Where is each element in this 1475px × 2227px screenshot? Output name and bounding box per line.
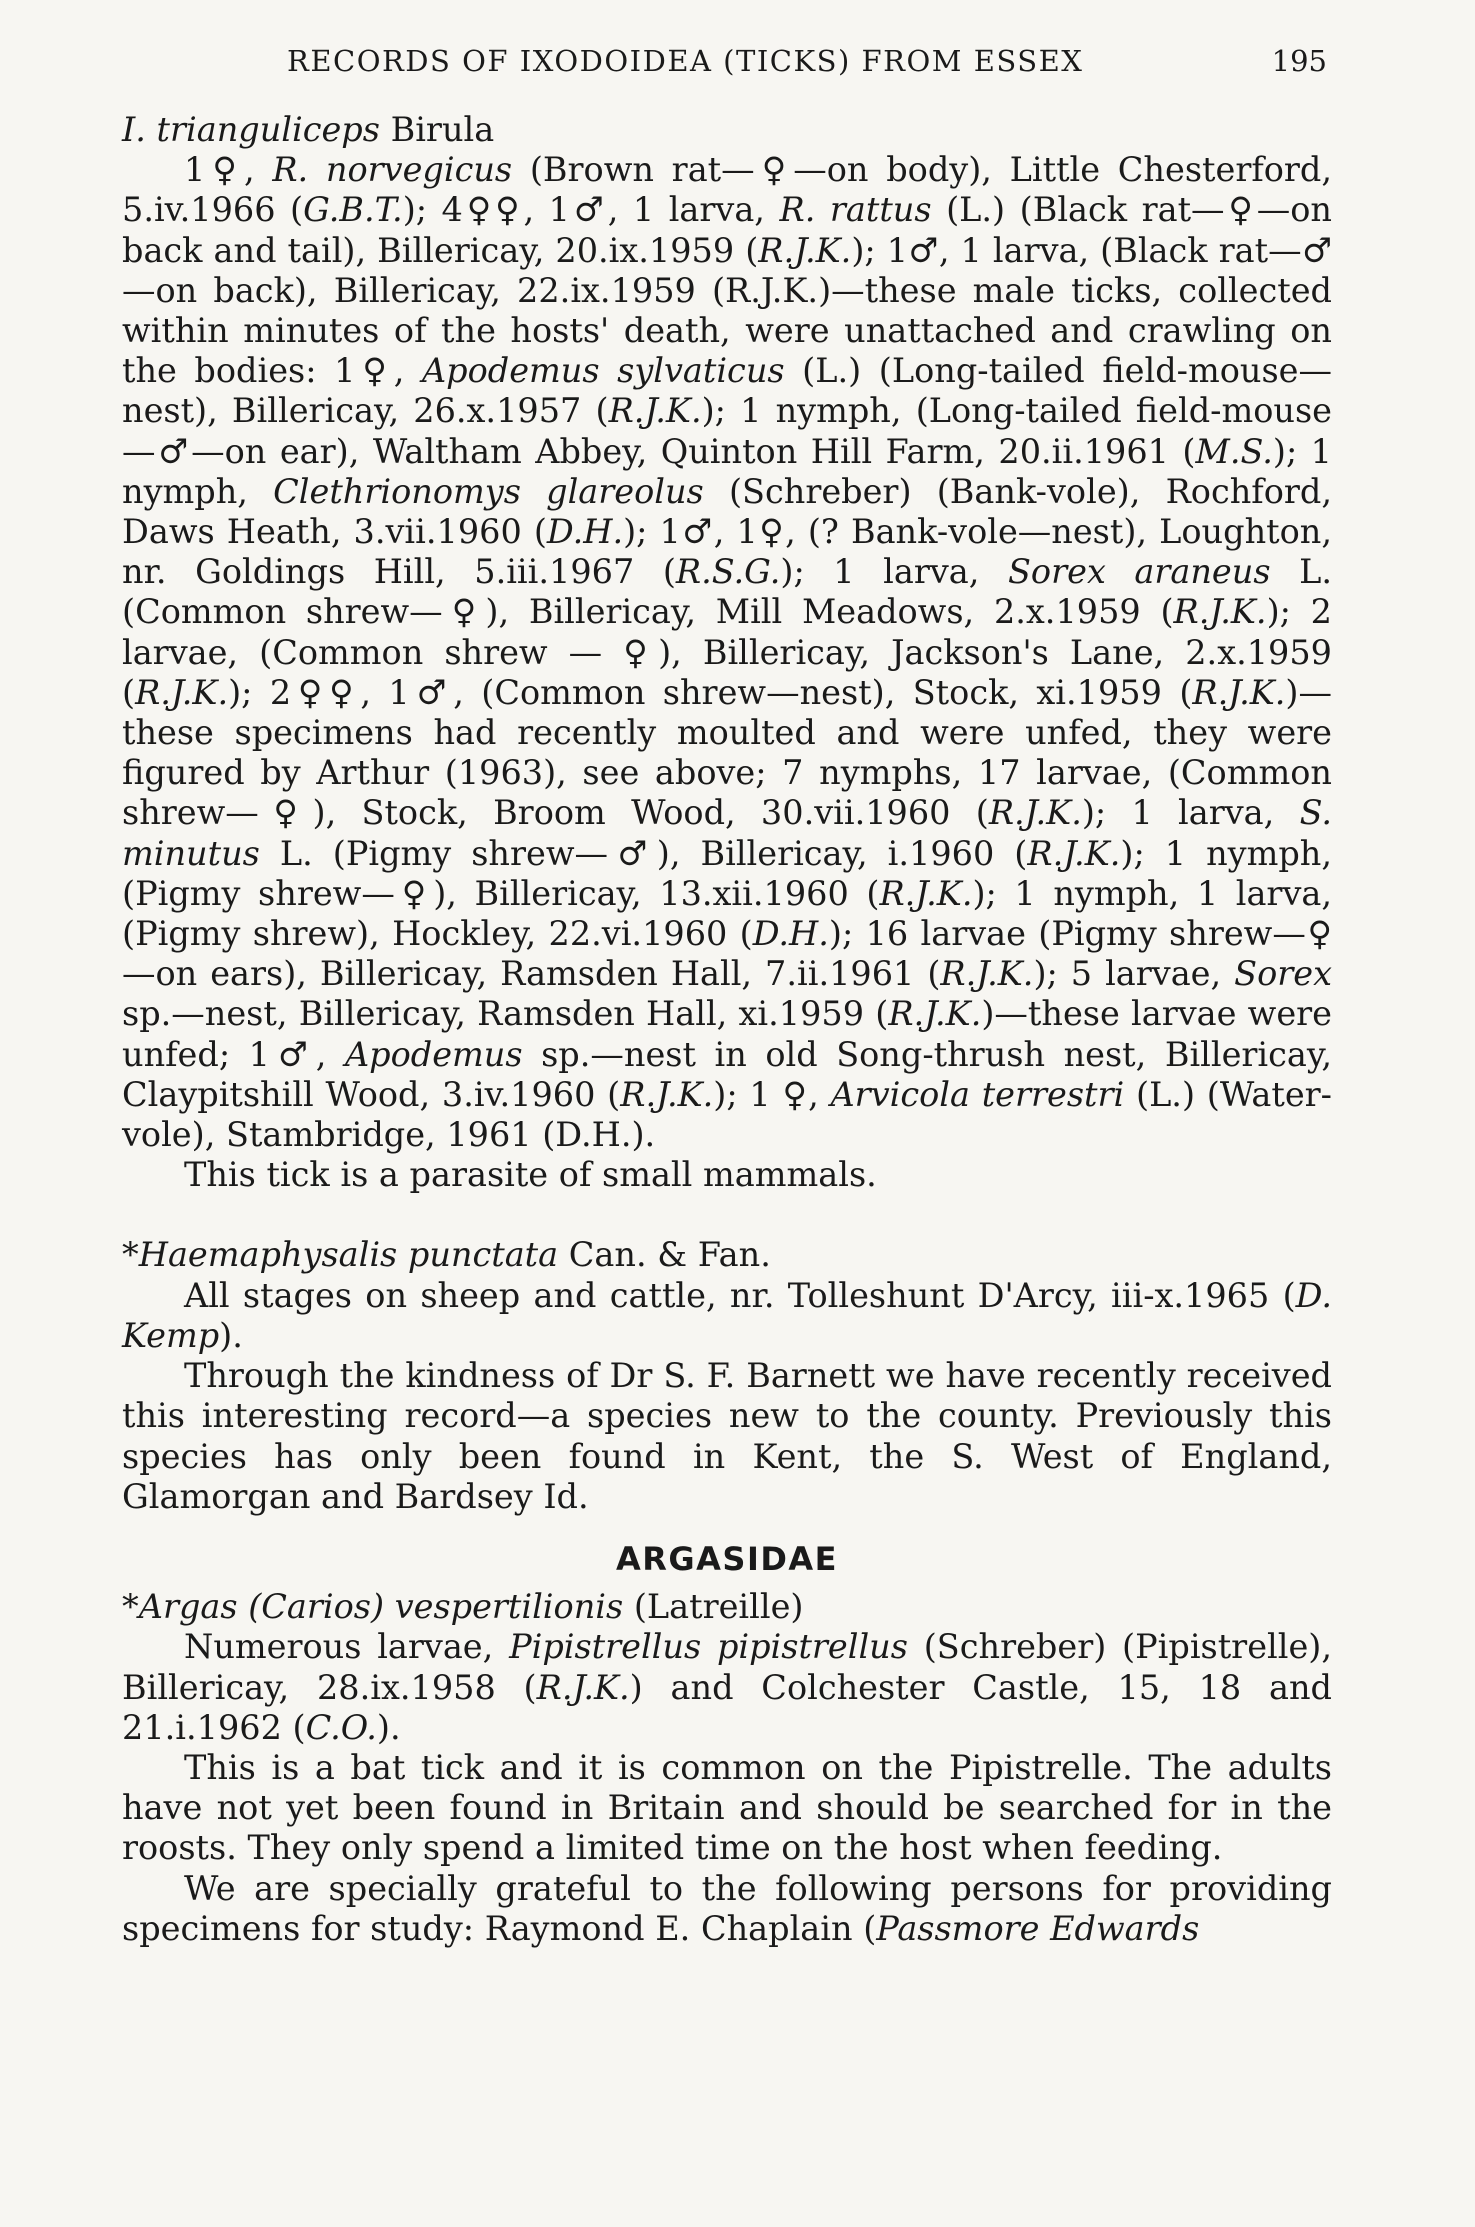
- italic-text: R.J.K.: [1173, 592, 1267, 632]
- italic-text: Sorex: [1234, 954, 1332, 994]
- italic-text: Apodemus sylvaticus: [421, 351, 785, 391]
- italic-text: Passmore Edwards: [876, 1908, 1200, 1948]
- argasidae-heading: [122, 1539, 1332, 1579]
- italic-text: R.J.K.: [135, 672, 229, 712]
- text-run: ); 1 nymph,: [122, 431, 1332, 511]
- italic-text: R.S.G.: [675, 552, 781, 592]
- text-run: ); 1 nymph, 1 larva, (Pigmy shrew), Hockley, 22.vi.1960 (: [122, 873, 1332, 954]
- trianguliceps-note: [122, 1155, 1332, 1195]
- text-run: We are specially grateful to the following persons for providing specimens for study: Raymond E. Chaplain (: [122, 1868, 1332, 1948]
- argas-note: [122, 1748, 1332, 1869]
- text-run: Birula: [379, 110, 495, 149]
- haemaphysalis-title: [122, 1235, 1332, 1275]
- text-run: ); 1♂, 1♀, (? Bank-vole—nest), Loughton, nr. Goldings Hill, 5.iii.1967 (: [122, 512, 1332, 592]
- text-run: sp.—nest in old Song-thrush nest, Billericay, Claypitshill Wood, 3.iv.1960 (: [122, 1034, 1332, 1114]
- italic-text: R.J.K.: [608, 391, 702, 431]
- italic-text: R. norvegicus: [272, 150, 513, 190]
- text-run: ); 4♀♀, 1♂, 1 larva,: [402, 190, 780, 230]
- text-run: L. (Pigmy shrew—♂), Billericay, i.1960 (: [259, 833, 1028, 873]
- running-head: RECORDS OF IXODOIDEA (TICKS) FROM ESSEX: [287, 44, 1084, 78]
- italic-text: D. Kemp: [122, 1275, 1332, 1355]
- text-run: ).: [219, 1315, 243, 1355]
- italic-text: G.B.T.: [303, 190, 403, 230]
- text-run: ); 16 larvae (Pigmy shrew—♀—on ears), Billericay, Ramsden Hall, 7.ii.1961 (: [122, 914, 1332, 994]
- italic-text: D.H.: [546, 512, 624, 552]
- italic-text: Haemaphysalis punctata: [138, 1235, 559, 1275]
- italic-text: R.J.K.: [888, 994, 982, 1034]
- trianguliceps-title: [122, 110, 1332, 150]
- text-run: This tick is a parasite of small mammals.: [184, 1155, 877, 1195]
- text-run: (L.) (Black rat—♀—on back and tail), Billericay, 20.ix.1959 (: [122, 190, 1333, 270]
- haemaphysalis-note: [122, 1356, 1332, 1517]
- text-run: ARGASIDAE: [615, 1539, 839, 1578]
- italic-text: R. rattus: [779, 190, 932, 230]
- italic-text: R.J.K.: [940, 954, 1034, 994]
- italic-text: R.J.K.: [988, 793, 1082, 833]
- trianguliceps-records: [122, 150, 1332, 1155]
- italic-text: Clethrionomys glareolus: [273, 471, 704, 511]
- page-number: 195: [1271, 44, 1327, 78]
- text-run: L. (Common shrew—♀), Billericay, Mill Meadows, 2.x.1959 (: [122, 552, 1332, 632]
- text-run: (Latreille): [623, 1587, 804, 1627]
- text-run: (Brown rat—♀—on body), Little Chesterford, 5.iv.1966 (: [122, 150, 1333, 230]
- italic-text: D.H.: [752, 914, 829, 954]
- italic-text: Apodemus: [344, 1034, 523, 1074]
- argas-title: [122, 1587, 1332, 1627]
- italic-text: Sorex araneus: [1007, 552, 1271, 592]
- acknowledgements: [122, 1869, 1332, 1949]
- text-run: ); 1 ♀,: [713, 1074, 831, 1114]
- text-run: ) and Colchester Castle, 15, 18 and 21.i.1962 (: [122, 1667, 1333, 1747]
- page-header: [0, 44, 1475, 84]
- italic-text: Argas (Carios) vespertilionis: [138, 1587, 624, 1627]
- text-run: Through the kindness of Dr S. F. Barnett we have recently received this interesting record—a species new to the county. Previously this species has only been found in Kent, the S. West of England, Glamorgan and Bardsey Id.: [122, 1356, 1332, 1516]
- text-run: ); 1 nymph, (Long-tailed field-mouse—♂—on ear), Waltham Abbey, Quinton Hill Farm, 20.ii.1961 (: [122, 391, 1332, 471]
- italic-text: C.O.: [305, 1707, 377, 1747]
- text-run: ); 1♂, 1 larva, (Black rat—♂—on back), Billericay, 22.ix.1959 (R.J.K.)—these male ticks, collected within minutes of the hosts' death, were unattached and crawling on the bodies: 1♀,: [122, 230, 1332, 391]
- italic-text: R.J.K.: [758, 230, 852, 270]
- text-run: This is a bat tick and it is common on the Pipistrelle. The adults have not yet been found in Britain and should be searched for in the roosts. They only spend a limited time on the host when feeding.: [122, 1747, 1332, 1868]
- text-run: sp.—nest, Billericay, Ramsden Hall, xi.1959 (: [122, 994, 889, 1034]
- text-run: (L.) (Water-vole), Stambridge, 1961 (D.H.).: [122, 1074, 1332, 1155]
- text-run: ); 1 larva,: [780, 552, 1008, 592]
- text-run: )—these specimens had recently moulted and were unfed, they were figured by Arthur (1963), see above; 7 nymphs, 17 larvae, (Common shrew—♀), Stock, Broom Wood, 30.vii.1960 (: [122, 672, 1332, 833]
- italic-text: Arvicola terrestri: [830, 1074, 1125, 1114]
- text-run: ); 1 larva,: [1081, 793, 1300, 833]
- text-run: Can. & Fan.: [558, 1235, 771, 1275]
- text-run: )—these larvae were unfed; 1♂,: [122, 994, 1332, 1074]
- italic-text: R.J.K.: [536, 1667, 630, 1707]
- italic-text: I. trianguliceps: [122, 110, 380, 149]
- italic-text: R.J.K.: [1192, 672, 1286, 712]
- text-run: ); 1 nymph, (Pigmy shrew—♀), Billericay, 13.xii.1960 (: [122, 833, 1333, 913]
- text-run: (L.) (Long-tailed field-mouse—nest), Billericay, 26.x.1957 (: [122, 351, 1332, 431]
- text-run: (Schreber) (Pipistrelle), Billericay, 28.ix.1958 (: [122, 1627, 1332, 1707]
- argas-records: [122, 1627, 1332, 1748]
- haemaphysalis-records: [122, 1276, 1332, 1356]
- text-run: ).: [376, 1707, 401, 1747]
- italic-text: Pipistrellus pipistrellus: [509, 1627, 908, 1667]
- italic-text: R.J.K.: [620, 1074, 714, 1114]
- text-run: ); 2♀♀, 1♂, (Common shrew—nest), Stock, xi.1959 (: [228, 672, 1193, 712]
- text-run: *: [122, 1587, 139, 1627]
- italic-text: M.S.: [1195, 431, 1273, 471]
- italic-text: S. minutus: [122, 793, 1332, 873]
- text-run: *: [122, 1235, 139, 1275]
- text-run: ); 5 larvae,: [1033, 954, 1235, 994]
- text-run: 1♀,: [184, 150, 273, 190]
- text-run: ); 2 larvae, (Common shrew — ♀), Billericay, Jackson's Lane, 2.x.1959 (: [122, 592, 1332, 712]
- italic-text: R.J.K.: [879, 873, 973, 913]
- italic-text: R.J.K.: [1027, 833, 1121, 873]
- body-text: [122, 110, 1332, 1949]
- text-run: Numerous larvae,: [184, 1627, 510, 1667]
- text-run: All stages on sheep and cattle, nr. Tolleshunt D'Arcy, iii-x.1965 (: [184, 1275, 1296, 1315]
- text-run: (Schreber) (Bank-vole), Rochford, Daws Heath, 3.vii.1960 (: [122, 471, 1332, 552]
